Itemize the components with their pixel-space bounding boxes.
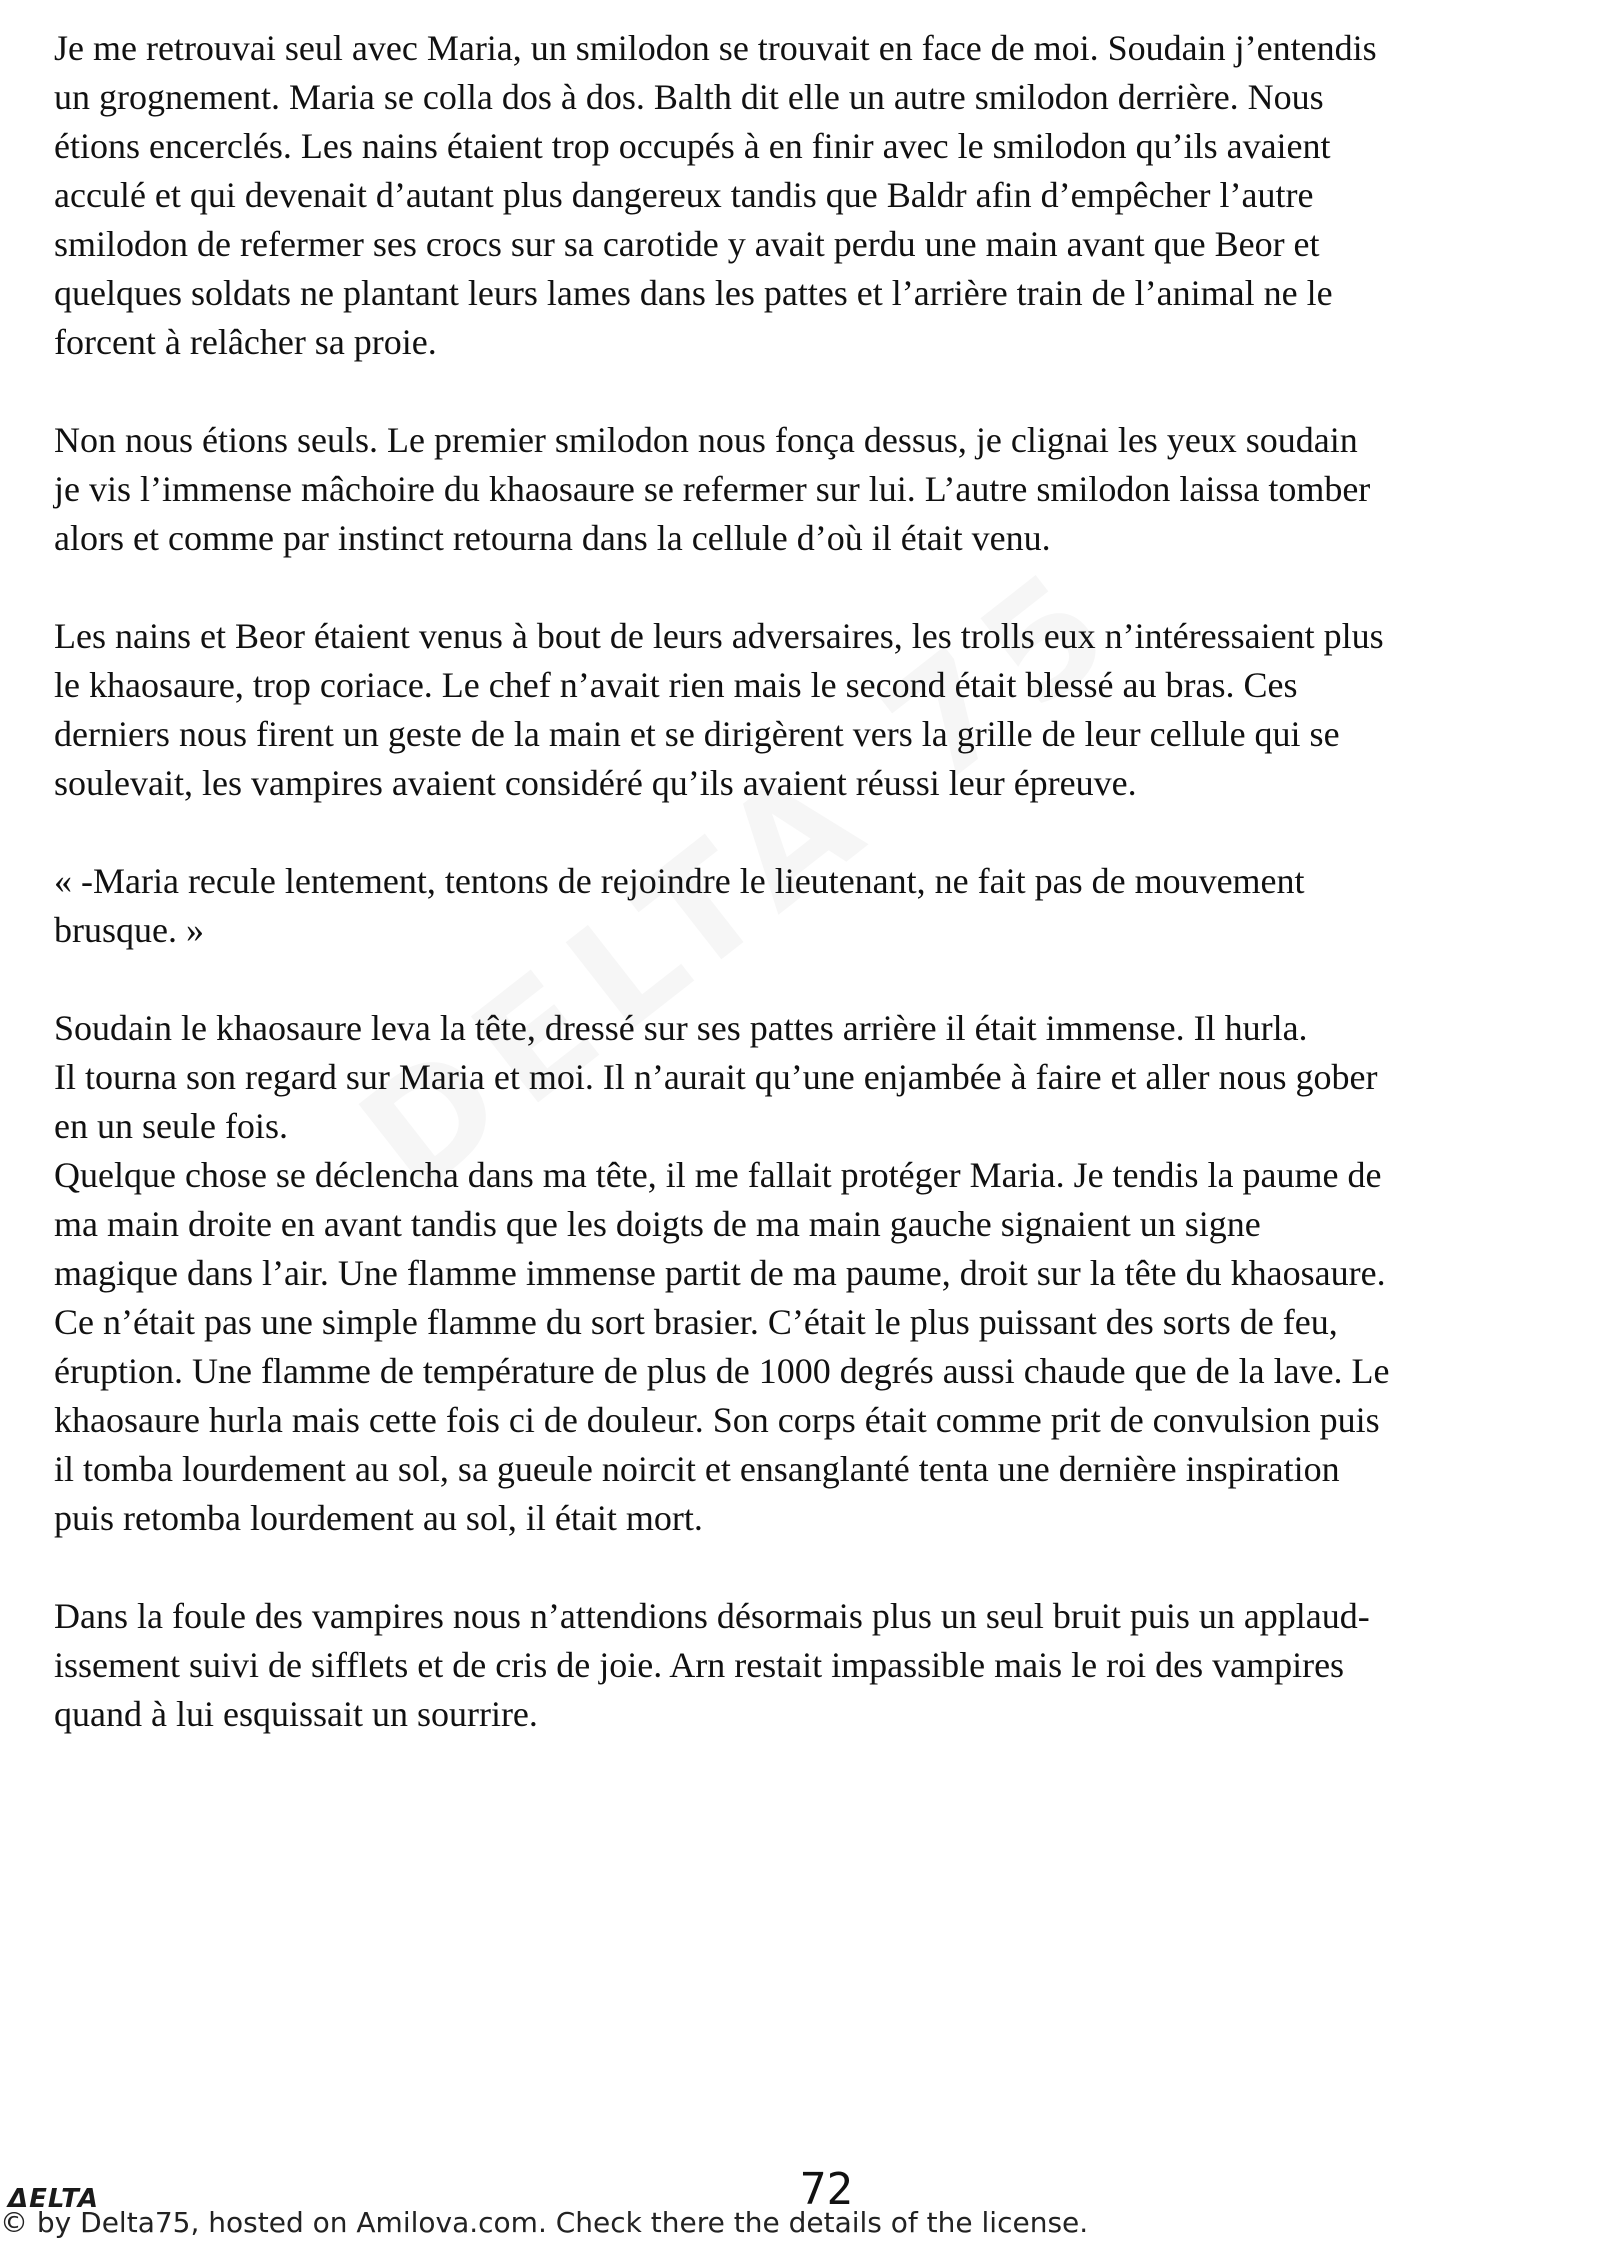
paragraph-1: Je me retrouvai seul avec Maria, un smilodon se trouvait en face de moi. Soudain j’entendis un grognement. Maria se colla dos à dos. Balth dit elle un autre smilodon derrière. Nous étions encerclés. Les nains étaient trop occupés à en finir avec le smilodon qu’ils avaient acculé et qui devenait d’autant plus dangereux tandis que Baldr afin d’empêcher l’autre smilodon de refermer ses crocs sur sa carotide y avait perdu une main avant que Beor et quelques soldats ne plantant leurs lames dans les pattes et l’arrière train de l’animal ne le forcent à relâcher sa proie. [54,28,1377,362]
paragraph-2: Non nous étions seuls. Le premier smilodon nous fonça dessus, je clignai les yeux soudain je vis l’immense mâchoire du khaosaure se refermer sur lui. L’autre smilodon laissa tomber alors et comme par instinct retourna dans la cellule d’où il était venu. [54,420,1371,558]
paragraph-6: Dans la foule des vampires nous n’attendions désormais plus un seul bruit puis un applaud- issement suivi de sifflets et de cris de joie. Arn restait impassible mais le roi des vampires quand à lui esquissait un sourrire. [54,1596,1370,1734]
paragraph-4: « -Maria recule lentement, tentons de rejoindre le lieutenant, ne fait pas de mouvement brusque. » [54,861,1305,950]
license-notice: © by Delta75, hosted on Amilova.com. Check there the details of the license. [0,2206,1089,2239]
story-text [54,24,1574,1739]
paragraph-3: Les nains et Beor étaient venus à bout de leurs adversaires, les trolls eux n’intéressaient plus le khaosaure, trop coriace. Le chef n’avait rien mais le second était blessé au bras. Ces derniers nous firent un geste de la main et se dirigèrent vers la grille de leur cellule qui se soulevait, les vampires avaient considéré qu’ils avaient réussi leur épreuve. [54,616,1384,803]
paragraph-5: Soudain le khaosaure leva la tête, dressé sur ses pattes arrière il était immense. Il hurla. Il tourna son regard sur Maria et moi. Il n’aurait qu’une enjambée à faire et aller nous gober en un seule fois. Quelque chose se déclencha dans ma tête, il me fallait protéger Maria. Je tendis la paume de ma main droite en avant tandis que les doigts de ma main gauche signaient un signe magique dans l’air. Une flamme immense partit de ma paume, droit sur la tête du khaosaure. Ce n’était pas une simple flamme du sort brasier. C’était le plus puissant des sorts de feu, éruption. Une flamme de température de plus de 1000 degrés aussi chaude que de la lave. Le khaosaure hurla mais cette fois ci de douleur. Son corps était comme prit de convulsion puis il tomba lourdement au sol, sa gueule noircit et ensanglanté tenta une dernière inspiration puis retomba lourdement au sol, il était mort. [54,1008,1390,1538]
page-number: 72 [800,2164,853,2215]
delta-logo: ΔELTA [8,2184,99,2214]
